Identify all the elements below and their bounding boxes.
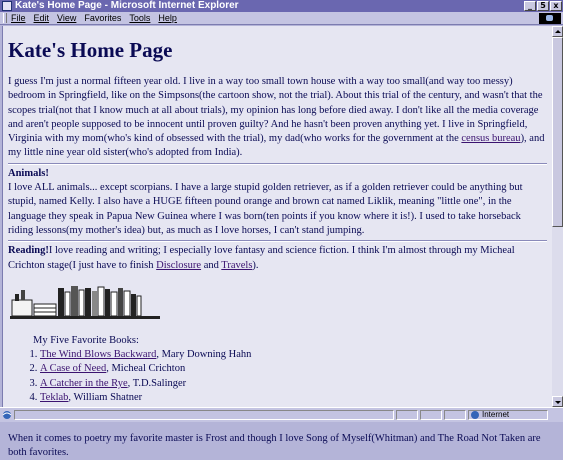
disclosure-link[interactable]: Disclosure	[156, 259, 202, 271]
book-author: , Mary Downing Hahn	[156, 349, 252, 361]
menu-edit-label: Edit	[33, 13, 50, 23]
intro-text-1: I guess I'm just a normal fifteen year old. I live in a way too small town house with a way too small(and way too messy) bedroom in Springfield, like on the Simpsons(the cartoon show, not the trial). About this trial of the century, and wasn't that the scopes trial(not that I know much at all about trials), my opinion has long before died away. I don't like all the media coverage and aren't people supposed to be innocent until proven guilty? And he hasn't been proven anything yet. I live in Springfield, Virginia with my mom(who's kind of obsessed with the trial), my dad(who works for the government at the	[8, 76, 543, 145]
book-author: , William Shatner	[68, 392, 143, 404]
list-item	[40, 377, 547, 391]
animals-section	[8, 167, 547, 238]
divider	[8, 240, 547, 242]
scroll-thumb[interactable]	[552, 37, 563, 227]
menu-file[interactable]	[11, 13, 26, 23]
list-item	[40, 391, 547, 405]
menu-file-label: File	[11, 13, 26, 23]
reading-heading: Reading!	[8, 245, 49, 257]
arrow-up-icon	[555, 30, 561, 33]
zone-label: Internet	[482, 410, 510, 420]
status-security-panel	[420, 410, 442, 420]
scroll-up-button[interactable]	[552, 26, 563, 37]
page-title: Kate's Home Page	[8, 38, 173, 62]
poetry-paragraph: When it comes to poetry my favorite master is Frost and though I love Song of Myself(Whitman) and The Road Not Taken are both favorites.	[8, 432, 541, 458]
windows-logo-icon	[539, 13, 561, 24]
animals-heading: Animals!	[8, 167, 49, 179]
book-author: , Micheal Crichton	[106, 363, 186, 375]
menu-favorites[interactable]	[84, 13, 121, 23]
reading-text-1: I love reading and writing; I especially love fantasy and science fiction. I think I'm almost through my Micheal Crichton stage(I just have to finish	[8, 245, 515, 271]
book-author: , T.D.Salinger	[127, 377, 187, 389]
scroll-down-button[interactable]	[552, 396, 563, 407]
menu-view-label: View	[57, 13, 77, 23]
status-bar	[0, 407, 563, 422]
census-bureau-link[interactable]: census bureau	[461, 133, 521, 145]
ie-app-icon[interactable]	[2, 1, 12, 11]
divider	[8, 163, 547, 165]
status-text-panel	[14, 410, 394, 420]
toolbar-grip[interactable]	[3, 13, 7, 23]
vertical-scrollbar[interactable]	[552, 26, 563, 407]
status-zone-panel	[468, 410, 548, 420]
status-progress-panel	[396, 410, 418, 420]
arrow-down-icon	[555, 401, 561, 404]
menu-help[interactable]	[158, 13, 177, 23]
list-item	[40, 362, 547, 376]
bookshelf-icon	[10, 282, 160, 320]
reading-text-2: and	[201, 259, 222, 271]
animals-text: I love ALL animals... except scorpians. I have a large stupid golden retriever, as if a golden retriever could be anything but stupid, named Kelly. I also have a HUGE fifteen pound orange and brown cat named Liklik, meaning "little one", in the language they speak in Papua New Guinea where I was born(ten points if you know where it is!). I used to take horseback riding lessons(my mother's idea) but, as much as I love horses, I can't stand jumping.	[8, 182, 523, 236]
status-offline-panel	[444, 410, 466, 420]
book-link[interactable]: A Case of Need	[40, 363, 107, 375]
close-button[interactable]: x	[550, 1, 562, 11]
scroll-track[interactable]	[552, 227, 563, 396]
menu-edit[interactable]	[34, 13, 50, 23]
favorite-books-label: My Five Favorite Books:	[33, 334, 139, 346]
title-bar	[0, 0, 563, 12]
menu-favorites-label: Favorites	[84, 13, 122, 23]
intro-paragraph	[8, 75, 547, 161]
maximize-button[interactable]: 5	[537, 1, 549, 11]
book-link[interactable]: Teklab	[40, 392, 69, 404]
menu-bar	[0, 12, 563, 25]
window-title: Kate's Home Page - Microsoft Internet Explorer	[15, 0, 239, 11]
reading-section	[8, 244, 547, 273]
intro-text-2: ), and my little nine year old sister(who's adopted from India).	[8, 133, 545, 159]
minimize-button[interactable]: _	[524, 1, 536, 11]
menu-view[interactable]	[57, 13, 76, 23]
page-status-icon	[2, 410, 12, 420]
menu-help-label: Help	[158, 13, 177, 23]
travels-link[interactable]: Travels	[221, 259, 253, 271]
menu-tools-label: Tools	[129, 13, 151, 23]
reading-text-3: ).	[252, 259, 259, 271]
book-link[interactable]: A Catcher in the Rye	[40, 377, 128, 389]
list-item	[40, 348, 547, 362]
menu-tools[interactable]	[129, 13, 150, 23]
book-link[interactable]: The Wind Blows Backward	[40, 349, 157, 361]
globe-icon	[471, 411, 479, 419]
